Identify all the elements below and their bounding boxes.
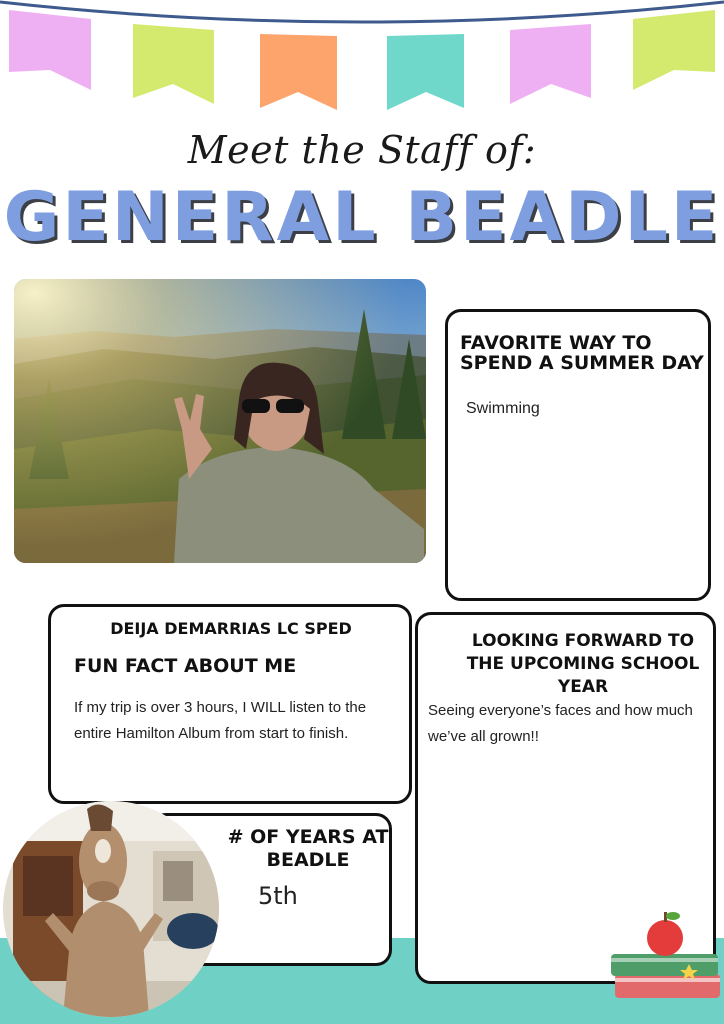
pennant-3 bbox=[260, 34, 337, 110]
years-value: 5th bbox=[258, 882, 298, 910]
fun-fact-heading: FUN FACT ABOUT ME bbox=[74, 655, 297, 677]
pennant-5 bbox=[510, 24, 591, 104]
school-name-title: GENERAL BEADLE bbox=[3, 178, 721, 257]
pennant-1 bbox=[9, 10, 91, 90]
staff-name: DEIJA DEMARRIAS LC SPED bbox=[110, 619, 352, 638]
pennant-2 bbox=[133, 24, 214, 104]
bunting-banner bbox=[0, 0, 724, 120]
favorite-summer-answer: Swimming bbox=[466, 400, 540, 417]
pennant-6 bbox=[633, 10, 715, 90]
horse-mascot-photo bbox=[3, 801, 219, 1017]
staff-selfie-photo bbox=[14, 279, 426, 563]
meet-the-staff-title: Meet the Staff of: bbox=[187, 128, 537, 172]
looking-forward-text: Seeing everyone’s faces and how much we’ve all grown!! bbox=[428, 702, 693, 746]
years-heading: # OF YEARS AT BEADLE bbox=[227, 826, 389, 871]
favorite-summer-card bbox=[445, 309, 711, 601]
fun-fact-text: If my trip is over 3 hours, I WILL listen to the entire Hamilton Album from start to finish. bbox=[74, 699, 367, 743]
favorite-summer-heading: FAVORITE WAY TO SPEND A SUMMER DAY bbox=[460, 332, 704, 374]
books-apple-icon bbox=[609, 908, 724, 1008]
pennant-4 bbox=[387, 34, 464, 110]
looking-forward-heading: LOOKING FORWARD TO THE UPCOMING SCHOOL YEAR bbox=[466, 631, 700, 697]
fun-fact-card bbox=[48, 604, 412, 804]
